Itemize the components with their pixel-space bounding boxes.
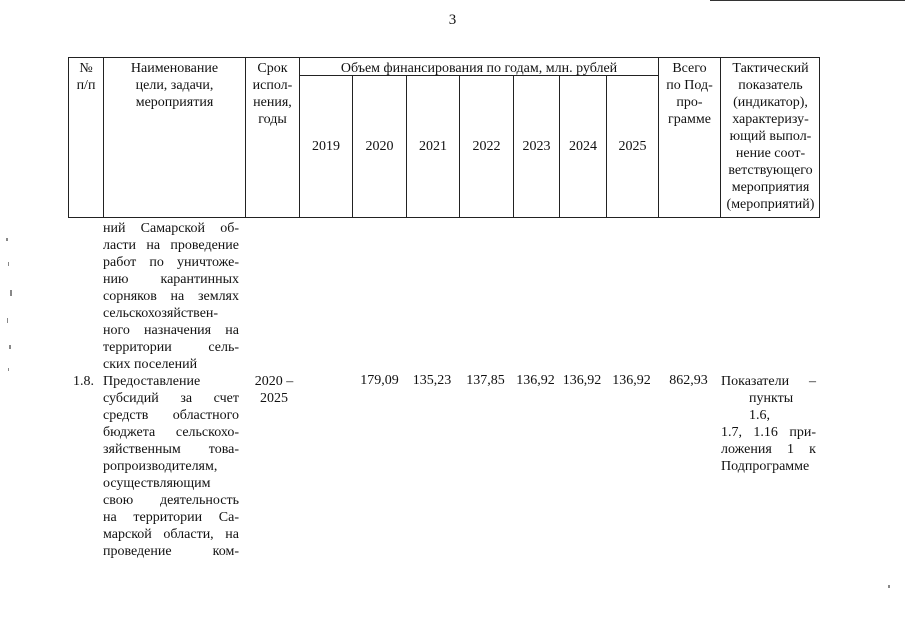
row-number: 1.8. — [73, 374, 94, 389]
page-number: 3 — [448, 12, 457, 28]
value-2024: 136,92 — [562, 373, 602, 388]
scan-mark — [9, 345, 11, 349]
row-name-line: марской области, на — [103, 527, 239, 542]
year-2024: 2024 — [569, 139, 597, 154]
continuation-line: сельскохозяйствен- — [103, 306, 219, 321]
row-name-line: на территории Са- — [103, 510, 239, 525]
value-2021: 135,23 — [412, 373, 452, 388]
indicator-line: Показатели – — [721, 374, 816, 389]
row-term: 2020 – 2025 — [254, 374, 294, 406]
header-indicator: Тактический показатель (индикатор), характеризу- ющий выпол- нение соот- ветствующего мероприятия (мероприятий) — [726, 61, 815, 212]
year-2021: 2021 — [419, 139, 447, 154]
scan-mark — [7, 318, 8, 323]
scan-mark — [8, 262, 9, 266]
row-indicator — [721, 373, 816, 475]
continuation-line: территории сель- — [103, 340, 239, 355]
continuation-line: ских поселений — [103, 357, 198, 372]
row-name-line: зяйственным това- — [103, 442, 239, 457]
row-name-line: проведение ком- — [103, 544, 239, 559]
row-name-line: средств областного — [103, 408, 239, 423]
continuation-line: ний Самарской об- — [103, 221, 239, 236]
row-name-line: ропроизводителям, — [103, 459, 218, 474]
year-2023: 2023 — [522, 139, 551, 154]
row-name-line: свою деятельность — [103, 493, 239, 508]
header-name: Наименование цели, задачи, мероприятия — [130, 61, 219, 110]
continuation-line: нию карантинных — [103, 272, 239, 287]
scan-mark — [10, 290, 12, 296]
value-2025: 136,92 — [612, 373, 651, 388]
header-number: № п/п — [76, 61, 96, 93]
indicator-line: 1.7, 1.16 при- — [721, 425, 816, 440]
top-edge-line — [710, 0, 905, 1]
year-2019: 2019 — [312, 139, 340, 154]
year-2025: 2025 — [618, 139, 647, 154]
continuation-line: ласти на проведение — [103, 238, 239, 253]
value-2020: 179,09 — [360, 373, 399, 388]
row-name-line: субсидий за счет — [103, 391, 239, 406]
value-total: 862,93 — [669, 373, 708, 388]
year-2022: 2022 — [472, 139, 501, 154]
value-2023: 136,92 — [516, 373, 555, 388]
scan-mark — [6, 238, 8, 241]
row-name-line: осуществляющим — [103, 476, 211, 491]
row-name-line: Предоставление — [103, 374, 201, 389]
continuation-line: сорняков на землях — [103, 289, 239, 304]
header-financing: Объем финансирования по годам, млн. рублей — [340, 61, 618, 76]
scan-mark — [8, 368, 9, 371]
continuation-text — [103, 220, 239, 373]
continuation-line: работ по уничтоже- — [103, 255, 239, 270]
indicator-line: ложения 1 к — [721, 442, 816, 457]
header-total: Всего по Под- про- грамме — [666, 61, 713, 127]
value-2022: 137,85 — [466, 373, 505, 388]
scan-mark — [888, 585, 890, 588]
year-2020: 2020 — [365, 139, 394, 154]
indicator-line: пункты 1.6, — [749, 391, 794, 423]
continuation-line: ного назначения на — [103, 323, 239, 338]
indicator-line: Подпрограмме — [721, 459, 810, 474]
table-header — [68, 57, 820, 218]
row-name-line: бюджета сельскохо- — [103, 425, 239, 440]
row-name — [103, 373, 239, 560]
header-term: Срок испол- нения, годы — [252, 61, 293, 127]
